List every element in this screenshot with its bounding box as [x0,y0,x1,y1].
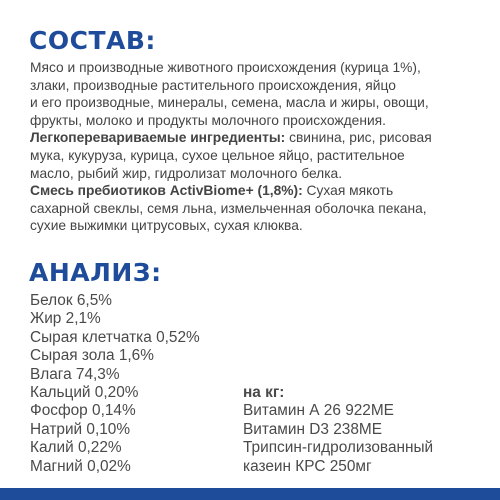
digestible-ingredients-text: свинина, рис, рисовая [285,130,432,146]
analysis-value: Натрий 0,10% [30,420,131,438]
digestible-ingredients-line: масло, рыбий жир, гидролизат молочного белка. [30,165,343,181]
composition-text [30,59,492,235]
digestible-ingredients-label: Легкоперевариваемые ингредиенты: [30,130,286,146]
analysis-row [30,366,495,384]
composition-heading: СОСТАВ: [29,26,156,55]
analysis-row [30,384,495,402]
bottom-color-bar [0,488,500,500]
analysis-value: Фосфор 0,14% [30,402,136,420]
analysis-row [30,402,495,420]
analysis-value: Кальций 0,20% [30,383,139,401]
analysis-value: Сырая зола 1,6% [30,347,154,365]
analysis-heading: АНАЛИЗ: [29,258,162,287]
analysis-value: Жир 2,1% [30,310,101,328]
vitamin-value: Витамин D3 238МЕ [243,420,382,438]
analysis-table [30,292,495,476]
per-kg-label: на кг: [243,383,285,401]
analysis-row [30,292,495,310]
analysis-row [30,439,495,457]
analysis-value: Калий 0,22% [30,439,122,457]
prebiotic-blend-text: Сухая мякоть [302,183,394,199]
analysis-value: Влага 74,3% [30,365,120,383]
analysis-value: Белок 6,5% [30,292,112,309]
composition-line: фрукты, молоко и продукты молочного происхождения. [30,112,386,128]
composition-line: злаки, производные растительного происхождения, яйцо [30,77,396,93]
prebiotic-blend-line: сахарной свеклы, семя льна, измельченная оболочка пекана, [30,200,427,216]
analysis-row [30,458,495,476]
composition-line: и его производные, минералы, семена, масла и жиры, овощи, [30,95,429,111]
analysis-row [30,310,495,328]
prebiotic-blend-line: сухие выжимки цитрусовых, сухая клюква. [30,218,303,234]
prebiotic-blend-line [30,182,492,200]
additive-value: казеин КРС 250мг [243,457,372,475]
additive-value: Трипсин-гидролизованный [243,439,434,457]
analysis-row [30,347,495,365]
analysis-row [30,329,495,347]
analysis-value: Сырая клетчатка 0,52% [30,328,200,346]
vitamin-value: Витамин А 26 922МЕ [243,402,394,420]
prebiotic-blend-label: Смесь пребиотиков ActivBiome+ (1,8%): [30,183,303,199]
digestible-ingredients-line [30,129,492,147]
composition-line: Мясо и производные животного происхождения (курица 1%), [30,60,421,75]
analysis-value: Магний 0,02% [30,457,131,475]
analysis-row [30,421,495,439]
digestible-ingredients-line: мука, кукуруза, курица, сухое цельное яйцо, растительное [30,147,405,163]
